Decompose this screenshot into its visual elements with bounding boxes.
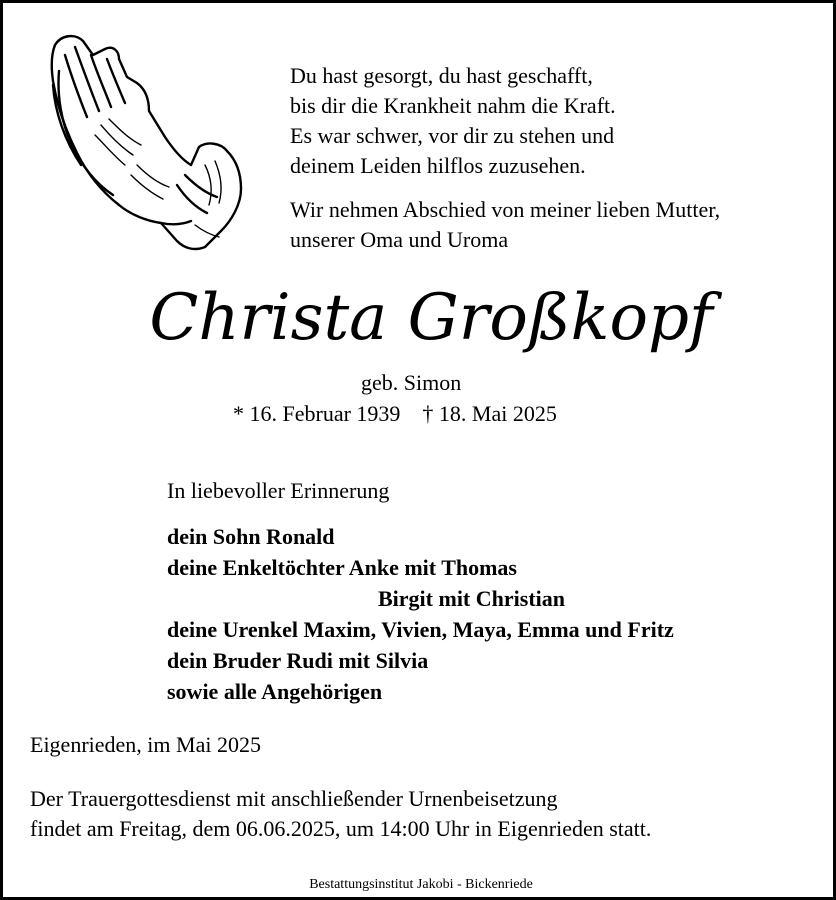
death-date: † 18. Mai 2025 bbox=[422, 401, 557, 426]
service-line: Der Trauergottesdienst mit anschließender Urnenbeisetzung bbox=[30, 786, 558, 811]
funeral-home: Bestattungsinstitut Jakobi - Bickenriede bbox=[309, 877, 533, 892]
mourner-line: dein Sohn Ronald bbox=[167, 524, 335, 549]
farewell-line: unserer Oma und Uroma bbox=[290, 227, 509, 252]
birth-date: * 16. Februar 1939 bbox=[233, 401, 401, 426]
poem-line: deinem Leiden hilflos zuzusehen. bbox=[290, 153, 586, 178]
mourner-line: sowie alle Angehörigen bbox=[167, 679, 383, 704]
mourner-line: deine Urenkel Maxim, Vivien, Maya, Emma und Fritz bbox=[167, 617, 674, 642]
farewell-line: Wir nehmen Abschied von meiner lieben Mutter, bbox=[290, 197, 721, 222]
birth-name: geb. Simon bbox=[361, 370, 462, 395]
poem-line: Du hast gesorgt, du hast geschafft, bbox=[290, 63, 593, 88]
place-date: Eigenrieden, im Mai 2025 bbox=[30, 732, 261, 757]
memory-line: In liebevoller Erinnerung bbox=[167, 478, 390, 503]
mourner-line: deine Enkeltöchter Anke mit Thomas bbox=[167, 555, 517, 580]
service-line: findet am Freitag, dem 06.06.2025, um 14:00 Uhr in Eigenrieden statt. bbox=[30, 816, 652, 841]
poem-line: Es war schwer, vor dir zu stehen und bbox=[290, 123, 615, 148]
mourner-line: Birgit mit Christian bbox=[378, 586, 565, 611]
poem bbox=[290, 61, 720, 255]
mourner-line: dein Bruder Rudi mit Silvia bbox=[167, 648, 429, 673]
service-info bbox=[30, 784, 651, 844]
verse-spacer bbox=[290, 181, 720, 195]
life-dates bbox=[233, 400, 557, 428]
praying-hands-icon bbox=[35, 25, 265, 255]
mourners-list bbox=[167, 521, 674, 707]
poem-line: bis dir die Krankheit nahm die Kraft. bbox=[290, 93, 616, 118]
deceased-name: Christa Großkopf bbox=[149, 281, 713, 355]
